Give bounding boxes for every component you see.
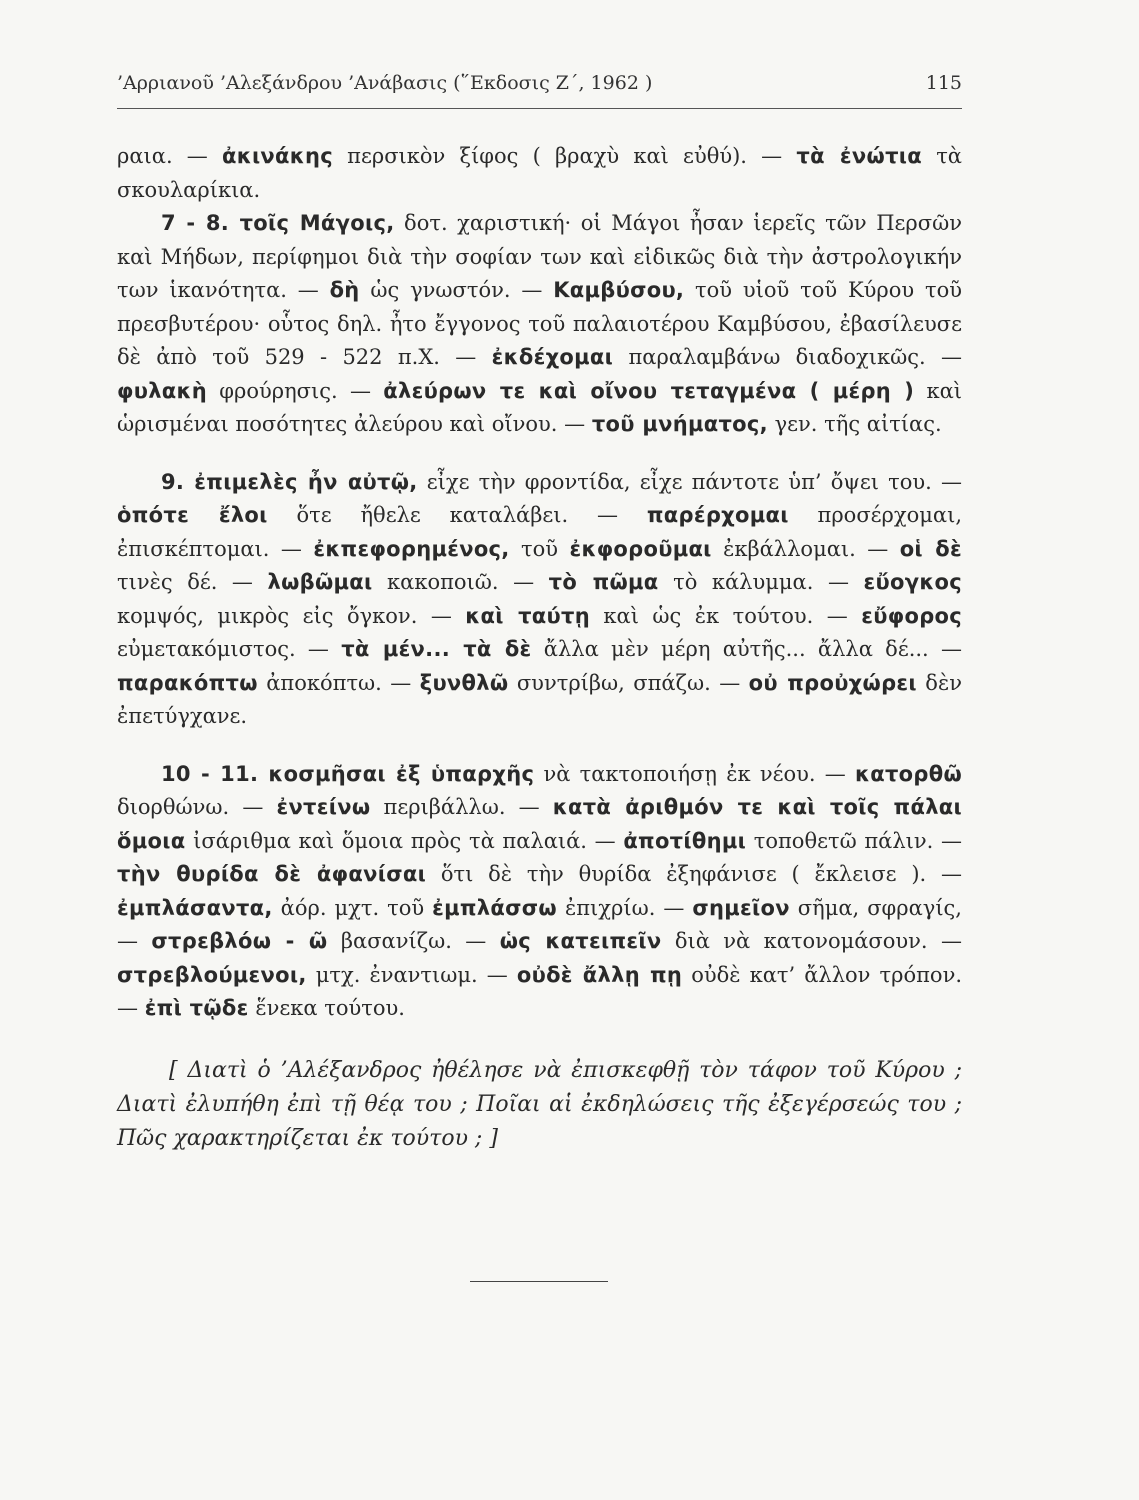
- commentary-text: [117, 140, 962, 1156]
- text-run: βασανίζω. —: [327, 929, 500, 953]
- lemma: ἐμπλάσαντα,: [117, 895, 273, 920]
- section-lemma: 9. ἐπιμελὲς ἦν αὐτῷ,: [161, 469, 418, 494]
- text-run: ἀποκόπτω. —: [257, 670, 420, 695]
- lemma: καὶ ταύτῃ: [465, 603, 590, 628]
- text-run: γεν. τῆς αἰτίας.: [767, 412, 942, 436]
- text-run: ὡς γνωστόν. —: [359, 278, 554, 302]
- lemma: κατὰ ἀριθμόν τε καὶ τοῖς πάλαι ὅμοια: [117, 795, 962, 853]
- lemma: τοῦ μνήματος,: [591, 412, 768, 436]
- page-header: [117, 72, 962, 94]
- text-run: ἐπιχρίω. —: [556, 895, 693, 920]
- paragraph-section-7-8: [117, 207, 962, 442]
- text-run: καὶ ὡρισμέναι ποσότητες ἀλεύρου καὶ οἴνου. —: [117, 378, 962, 436]
- lemma: ἀποτίθημι: [623, 828, 747, 853]
- text-run: ἕνεκα τούτου.: [248, 996, 405, 1020]
- text-run: ὅτε ἤθελε καταλάβει. —: [267, 503, 647, 527]
- section-lemma: 7 - 8. τοῖς Μάγοις,: [161, 211, 395, 235]
- text-run: ὅτι δὲ τὴν θυρίδα ἐξηφάνισε ( ἔκλεισε ). —: [426, 862, 963, 886]
- text-run: παραλαμβάνω διαδοχικῶς. —: [613, 345, 962, 369]
- study-questions: [ Διατὶ ὁ ’Αλέξανδρος ἠθέλησε νὰ ἐπισκεφθῇ τὸν τάφον τοῦ Κύρου ; Διατὶ ἐλυπήθη ἐπὶ τῇ θέᾳ του ; Ποῖαι αἱ ἐκδηλώσεις τῆς ἐξεγέρσεώς του ; Πῶς χαρακτηρίζεται ἐκ τούτου ; ]: [117, 1057, 962, 1151]
- text-run: περσικὸν ξίφος ( βραχὺ καὶ εὐθύ). —: [332, 144, 797, 168]
- text-run: ἀόρ. μχτ. τοῦ: [272, 895, 433, 920]
- lemma: λωβῶμαι: [267, 570, 373, 594]
- text-run: κακοποιῶ. —: [372, 570, 549, 594]
- text-run: εἶχε τὴν φροντίδα, εἶχε πάντοτε ὑπ’ ὄψει του. —: [417, 469, 962, 494]
- lemma: οὐ προὐχώρει: [748, 670, 917, 695]
- lemma: ἐκδέχομαι: [491, 345, 614, 369]
- lemma: παρέρχομαι: [646, 503, 789, 527]
- text-run: μτχ. ἐναντιωμ. —: [306, 962, 517, 987]
- running-title: ’Αρριανοῦ ’Αλεξάνδρου ’Ανάβασις (῞Εκδοσις Ζ΄, 1962 ): [117, 72, 653, 94]
- lemma: κατορθῶ: [855, 761, 963, 786]
- lemma: οὐδὲ ἄλλῃ πῃ: [516, 962, 683, 987]
- lemma: σημεῖον: [692, 895, 790, 920]
- header-rule: [117, 108, 962, 109]
- lemma: φυλακὴ: [117, 378, 207, 403]
- text-run: εὐμετακόμιστος. —: [117, 637, 342, 661]
- text-run: σῆμα, σφραγίς, —: [117, 895, 962, 953]
- page-number: 115: [925, 72, 962, 94]
- text-run: περιβάλλω. —: [370, 795, 553, 819]
- text-run: διορθώνω. —: [117, 795, 277, 819]
- lemma: εὔογκος: [863, 570, 963, 594]
- paragraph-section-10-11: [117, 758, 962, 1026]
- text-run: διὰ νὰ κατονομάσουν. —: [661, 929, 962, 953]
- lemma: τὰ μέν... τὰ δὲ: [341, 637, 532, 661]
- lemma: ἐπὶ τῷδε: [144, 996, 249, 1020]
- lemma: στρεβλούμενοι,: [117, 962, 307, 987]
- lemma: ξυνθλῶ: [419, 670, 509, 695]
- lemma: στρεβλόω - ῶ: [151, 929, 328, 953]
- text-run: τὰ σκουλαρίκια.: [117, 144, 962, 202]
- lemma: ἐμπλάσσω: [432, 895, 557, 920]
- section-lemma: 10 - 11. κοσμῆσαι ἐξ ὑπαρχῆς: [161, 761, 535, 786]
- text-run: οὐδὲ κατ’ ἄλλον τρόπον. —: [117, 962, 963, 1020]
- text-run: ἐκβάλλομαι. —: [711, 536, 900, 561]
- text-run: τοποθετῶ πάλιν. —: [746, 828, 962, 853]
- text-run: τοῦ υἱοῦ τοῦ Κύρου τοῦ πρεσβυτέρου· οὗτος δηλ. ἦτο ἔγγονος τοῦ παλαιοτέρου Καμβύσου, ἐβασίλευσε δὲ ἀπὸ τοῦ 529 - 522 π.Χ. —: [117, 278, 962, 369]
- text-run: ἰσάριθμα καὶ ὅμοια πρὸς τὰ παλαιά. —: [185, 828, 624, 853]
- lemma: ὁπότε ἔλοι: [117, 503, 268, 527]
- text-run: δοτ. χαριστική· οἱ Μάγοι ἦσαν ἱερεῖς τῶν Περσῶν καὶ Μήδων, περίφημοι διὰ τὴν σοφίαν των καὶ εἰδικῶς διὰ τὴν ἀστρολογικήν των ἱκανότητα. —: [117, 211, 962, 302]
- lemma: ἐκφοροῦμαι: [569, 536, 712, 561]
- lemma: εὔφορος: [861, 603, 962, 628]
- lemma: τὴν θυρίδα δὲ ἀφανίσαι: [117, 862, 427, 886]
- lemma: τὰ ἐνώτια: [796, 144, 922, 168]
- paragraph-section-9: [117, 466, 962, 734]
- lemma: ἐκπεφορημένος,: [313, 536, 510, 561]
- text-run: κομψός, μικρὸς εἰς ὄγκον. —: [117, 603, 466, 628]
- text-run: τοῦ: [509, 536, 570, 561]
- text-run: δὲν ἐπετύγχανε.: [117, 670, 962, 728]
- end-rule: [470, 1281, 608, 1282]
- text-run: ἄλλα μὲν μέρη αὐτῆς... ἄλλα δέ... —: [531, 637, 962, 661]
- lemma: Καμβύσου,: [553, 278, 685, 302]
- text-run: καὶ ὡς ἐκ τούτου. —: [589, 603, 862, 628]
- lemma: τὸ πῶμα: [548, 570, 659, 594]
- text-run: ραια. —: [117, 144, 222, 168]
- paragraph-continuation: [117, 140, 962, 207]
- text-run: τὸ κάλυμμα. —: [658, 570, 864, 594]
- lemma: ἀκινάκης: [222, 144, 333, 168]
- lemma: παρακόπτω: [117, 670, 258, 695]
- text-run: τινὲς δέ. —: [117, 570, 268, 594]
- lemma: ἀλεύρων τε καὶ οἴνου τεταγμένα ( μέρη ): [383, 378, 915, 403]
- lemma: οἱ δὲ: [899, 536, 962, 561]
- lemma: ἐντείνω: [276, 795, 371, 819]
- lemma: δὴ: [329, 278, 360, 302]
- text-run: φρούρησις. —: [207, 378, 384, 403]
- text-run: νὰ τακτοποιήσῃ ἐκ νέου. —: [534, 761, 856, 786]
- text-run: προσέρχομαι, ἐπισκέπτομαι. —: [117, 503, 962, 561]
- lemma: ὡς κατειπεῖν: [499, 929, 662, 953]
- text-run: συντρίβω, σπάζω. —: [508, 670, 749, 695]
